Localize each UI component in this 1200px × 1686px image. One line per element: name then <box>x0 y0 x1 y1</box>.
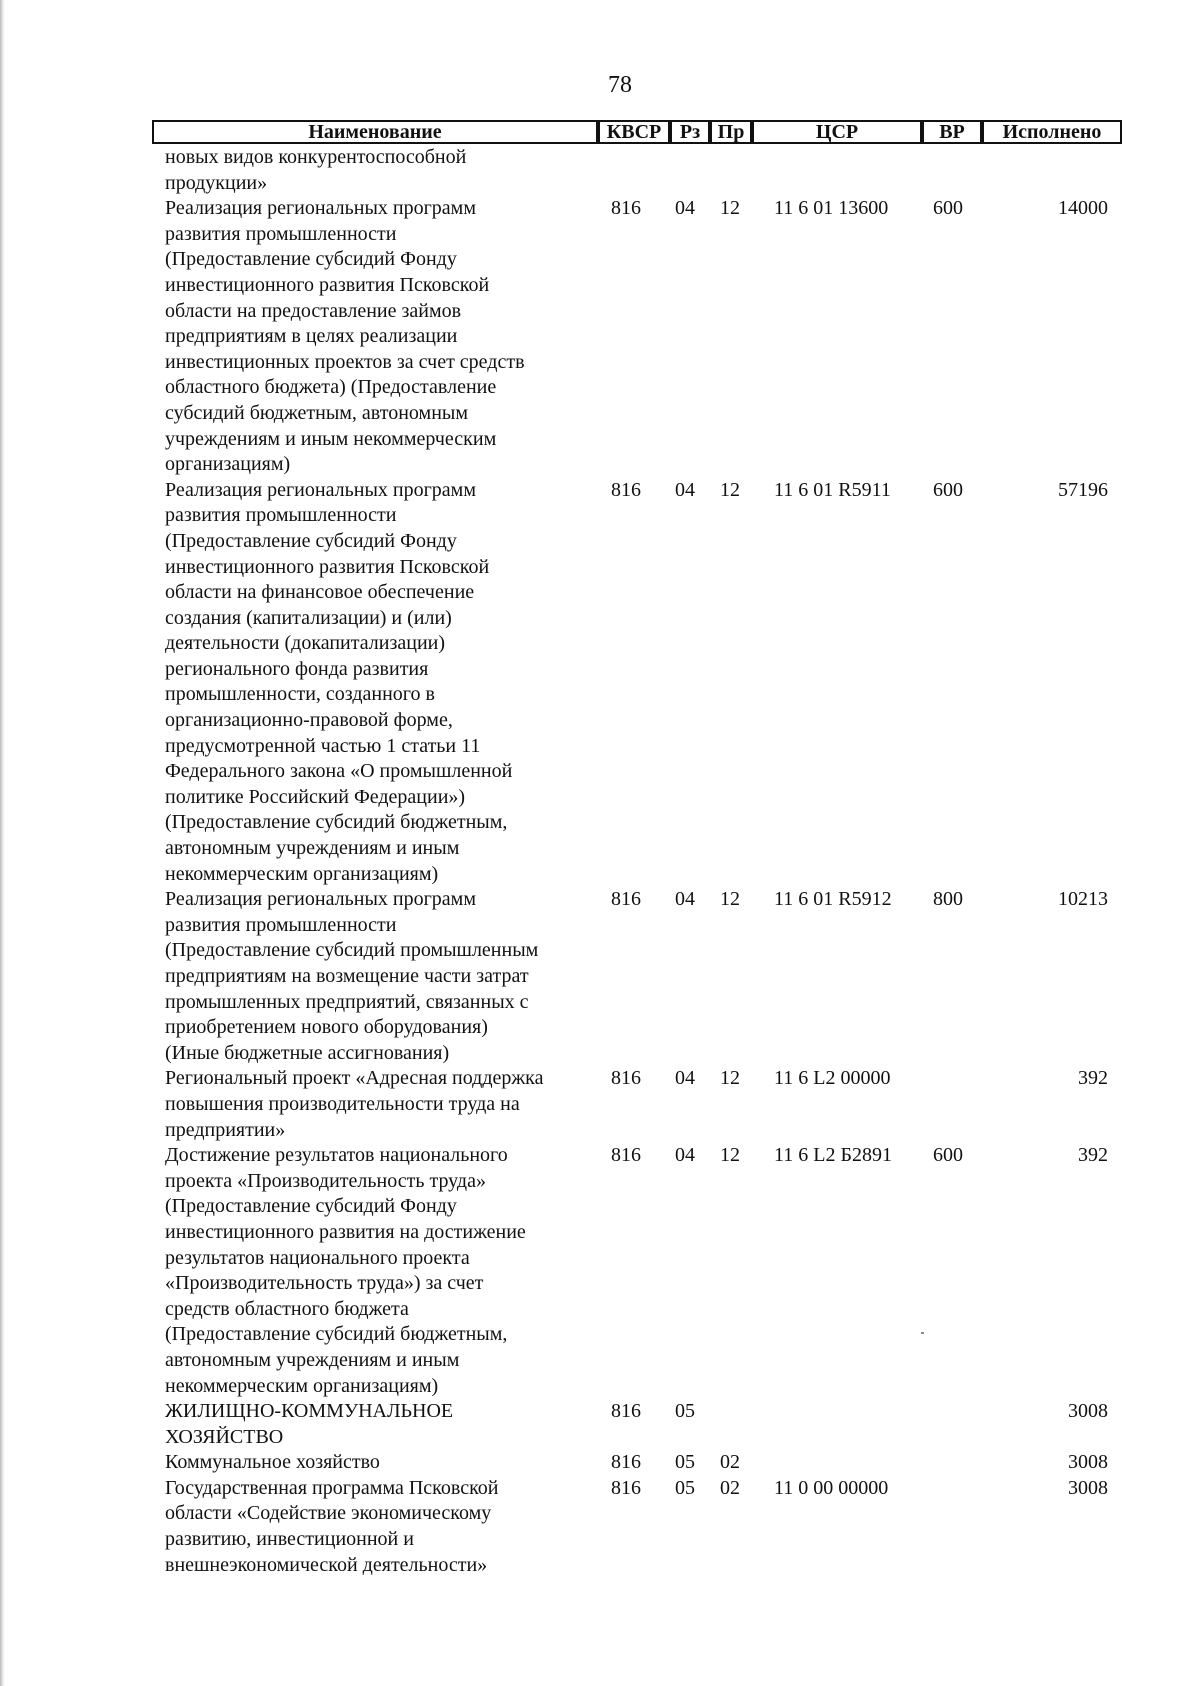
row-rz: 04 <box>675 1067 695 1090</box>
row-rz: 04 <box>675 197 695 220</box>
row-csr: 11 6 01 R5911 <box>774 478 891 501</box>
row-name: Реализация региональных программ развития промышленности (Предоставление субсидий Фонду инвестиционного развития Псковской области на предоставление займов предприятиям в целях реализации инвестиционных проектов за счет средств областного бюджета) (Предоставление субсидий бюджетным, автономным учреждениям и иным некоммерческим организациям) <box>165 197 525 476</box>
header-rz: Рз <box>670 120 710 144</box>
row-vr: 800 <box>933 888 963 911</box>
table-row <box>0 478 1200 888</box>
row-kvsr: 816 <box>611 197 641 220</box>
row-csr: 11 6 L2 00000 <box>774 1067 891 1090</box>
row-rz: 05 <box>675 1451 695 1474</box>
row-done: 3008 <box>1068 1476 1108 1499</box>
row-done: 3008 <box>1068 1400 1108 1423</box>
row-kvsr: 816 <box>611 478 641 501</box>
row-csr: 11 6 01 13600 <box>774 197 889 220</box>
row-vr: 600 <box>933 197 963 220</box>
row-name: Региональный проект «Адресная поддержка повышения производительности труда на предприятии» <box>165 1067 544 1141</box>
table-header <box>152 118 1122 145</box>
table-row <box>0 887 1200 1066</box>
row-rz: 04 <box>675 1144 695 1167</box>
row-pr: 02 <box>720 1451 740 1474</box>
header-kvsr: КВСР <box>598 120 670 144</box>
row-kvsr: 816 <box>611 1400 641 1423</box>
row-rz: 05 <box>675 1400 695 1423</box>
header-csr: ЦСР <box>752 120 922 144</box>
row-vr: 600 <box>933 1144 963 1167</box>
row-pr: 12 <box>720 888 740 911</box>
table-row <box>0 196 1200 478</box>
row-done: 14000 <box>1058 197 1108 220</box>
header-vr: ВР <box>922 120 982 144</box>
row-rz: 04 <box>675 888 695 911</box>
row-name: Коммунальное хозяйство <box>165 1451 380 1474</box>
row-done: 10213 <box>1058 888 1108 911</box>
row-pr: 12 <box>720 197 740 220</box>
row-kvsr: 816 <box>611 1067 641 1090</box>
table-row <box>0 1143 1200 1399</box>
row-name: Реализация региональных программ развития промышленности (Предоставление субсидий Фонду инвестиционного развития Псковской области на финансовое обеспечение создания (капитализации) и (или) деятельности (докапитализации) регионального фонда развития промышленности, созданного в организационно-правовой форме, предусмотренной частью 1 статьи 11 Федерального закона «О промышленной политике Российский Федерации») (Предоставление субсидий бюджетным, автономным учреждениям и иным некоммерческим организациям) <box>165 478 513 885</box>
scan-speck <box>921 1332 924 1334</box>
row-rz: 04 <box>675 478 695 501</box>
row-kvsr: 816 <box>611 888 641 911</box>
row-done: 3008 <box>1068 1451 1108 1474</box>
row-pr: 12 <box>720 1144 740 1167</box>
row-name: ЖИЛИЩНО-КОММУНАЛЬНОЕ ХОЗЯЙСТВО <box>165 1400 454 1448</box>
table-row <box>0 145 1200 196</box>
header-pr: Пр <box>710 120 752 144</box>
row-done: 392 <box>1078 1144 1108 1167</box>
row-done: 392 <box>1078 1067 1108 1090</box>
header-name: Наименование <box>152 120 598 144</box>
row-csr: 11 0 00 00000 <box>774 1476 889 1499</box>
header-done: Исполнено <box>982 120 1122 144</box>
table-row <box>0 1476 1200 1578</box>
table-row <box>0 1450 1200 1476</box>
row-csr: 11 6 L2 Б2891 <box>774 1144 892 1167</box>
row-csr: 11 6 01 R5912 <box>774 888 892 911</box>
row-pr: 02 <box>720 1476 740 1499</box>
row-kvsr: 816 <box>611 1476 641 1499</box>
row-rz: 05 <box>675 1476 695 1499</box>
row-vr: 600 <box>933 478 963 501</box>
page-number: 78 <box>608 72 632 98</box>
row-name: новых видов конкурентоспособной продукции» <box>165 146 467 194</box>
table-row <box>0 1399 1200 1450</box>
row-name: Реализация региональных программ развития промышленности (Предоставление субсидий промышленным предприятиям на возмещение части затрат промышленных предприятий, связанных с приобретением нового оборудования) (Иные бюджетные ассигнования) <box>165 888 539 1064</box>
table-row <box>0 1066 1200 1143</box>
row-pr: 12 <box>720 1067 740 1090</box>
row-name: Государственная программа Псковской области «Содействие экономическому развитию, инвестиционной и внешнеэкономической деятельности» <box>165 1476 499 1576</box>
row-kvsr: 816 <box>611 1144 641 1167</box>
row-done: 57196 <box>1058 478 1108 501</box>
row-kvsr: 816 <box>611 1451 641 1474</box>
row-pr: 12 <box>720 478 740 501</box>
row-name: Достижение результатов национального проекта «Производительность труда» (Предоставление субсидий Фонду инвестиционного развития на достижение результатов национального проекта «Производительность труда») за счет средств областного бюджета (Предоставление субсидий бюджетным, автономным учреждениям и иным некоммерческим организациям) <box>165 1144 526 1397</box>
table-body <box>0 145 1200 1578</box>
